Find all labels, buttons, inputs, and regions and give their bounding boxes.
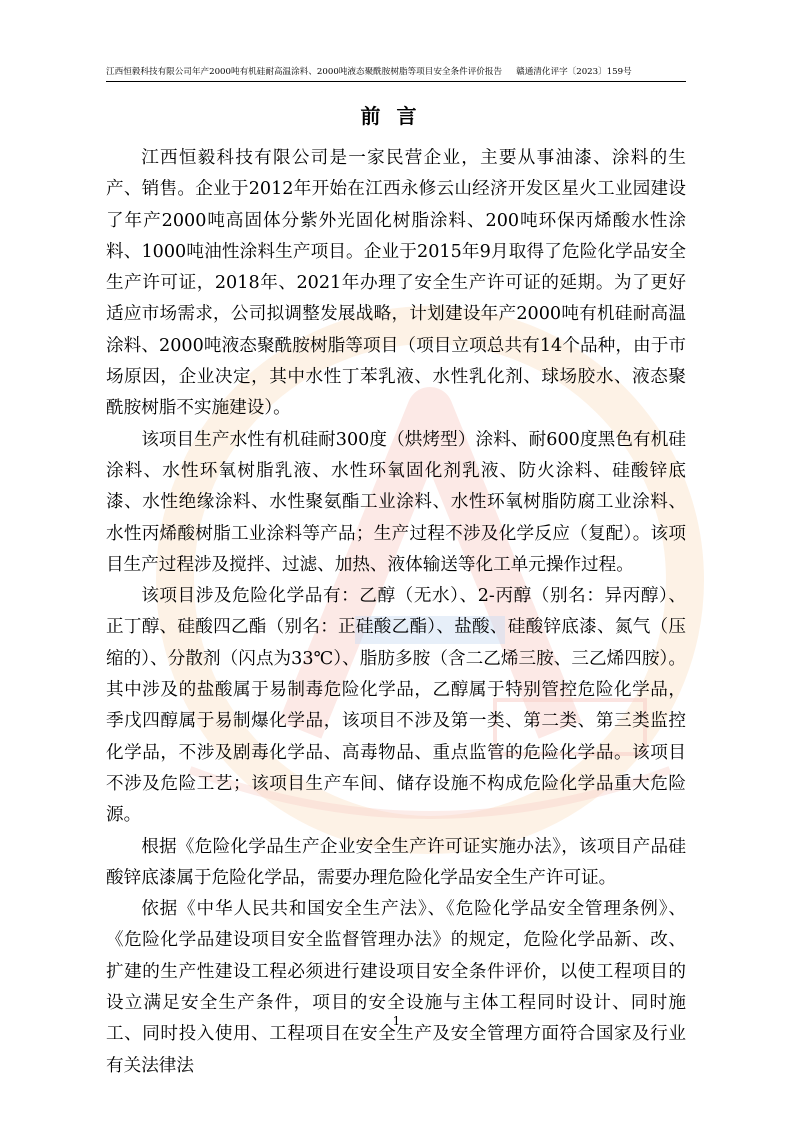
page-header [106,66,654,78]
page-title: 前言 [360,104,433,128]
paragraph-2: 该项目生产水性有机硅耐300度（烘烤型）涂料、耐600度黑色有机硅涂料、水性环氧树脂乳液、水性环氧固化剂乳液、防火涂料、硅酸锌底漆、水性绝缘涂料、水性聚氨酯工业涂料、水性环氧树脂防腐工业涂料、水性丙烯酸树脂工业涂料等产品；生产过程不涉及化学反应（复配）。该项目生产过程涉及搅拌、过滤、加热、液体输送等化工单元操作过程。 [106,429,686,575]
paragraph-5: 依据《中华人民共和国安全生产法》、《危险化学品安全管理条例》、《危险化学品建设项目安全监督管理办法》的规定，危险化学品新、改、扩建的生产性建设工程必须进行建设项目安全条件评价，以使工程项目的设立满足安全生产条件，项目的安全设施与主体工程同时设计、同时施工、同时投入使用、工程项目在安全生产及安全管理方面符合国家及行业有关法律法 [106,899,686,1076]
header-report-number: 赣通清化评字〔2023〕159号 [516,67,632,77]
paragraph-1: 江西恒毅科技有限公司是一家民营企业，主要从事油漆、涂料的生产、销售。企业于2012年开始在江西永修云山经济开发区星火工业园建设了年产2000吨高固体分紫外光固化树脂涂料、200吨环保丙烯酸水性涂料、1000吨油性涂料生产项目。企业于2015年9月取得了危险化学品安全生产许可证，2018年、2021年办理了安全生产许可证的延期。为了更好适应市场需求，公司拟调整发展战略，计划建设年产2000吨有机硅耐高温涂料、2000吨液态聚酰胺树脂等项目（项目立项总共有14个品种，由于市场原因，企业决定，其中水性丁苯乳液、水性乳化剂、球场胶水、液态聚酰胺树脂不实施建设）。 [106,148,686,419]
header-project-title: 江西恒毅科技有限公司年产2000吨有机硅耐高温涂料、2000吨液态聚酰胺树脂等项目安全条件评价报告 [106,67,503,77]
paragraph-3: 该项目涉及危险化学品有：乙醇（无水）、2-丙醇（别名：异丙醇）、正丁醇、硅酸四乙酯（别名：正硅酸乙酯）、盐酸、硅酸锌底漆、氮气（压缩的）、分散剂（闪点为33℃）、脂肪多胺（含二乙烯三胺、三乙烯四胺）。其中涉及的盐酸属于易制毒危险化学品，乙醇属于特别管控危险化学品，季戊四醇属于易制爆化学品，该项目不涉及第一类、第二类、第三类监控化学品，不涉及剧毒化学品、高毒物品、重点监管的危险化学品。该项目不涉及危险工艺；该项目生产车间、储存设施不构成危险化学品重大危险源。 [106,586,686,826]
header-divider [106,81,686,82]
paragraph-4: 根据《危险化学品生产企业安全生产许可证实施办法》，该项目产品硅酸锌底漆属于危险化学品，需要办理危险化学品安全生产许可证。 [106,836,686,888]
document-body [106,143,686,1082]
page-number: 1 [392,1014,401,1028]
